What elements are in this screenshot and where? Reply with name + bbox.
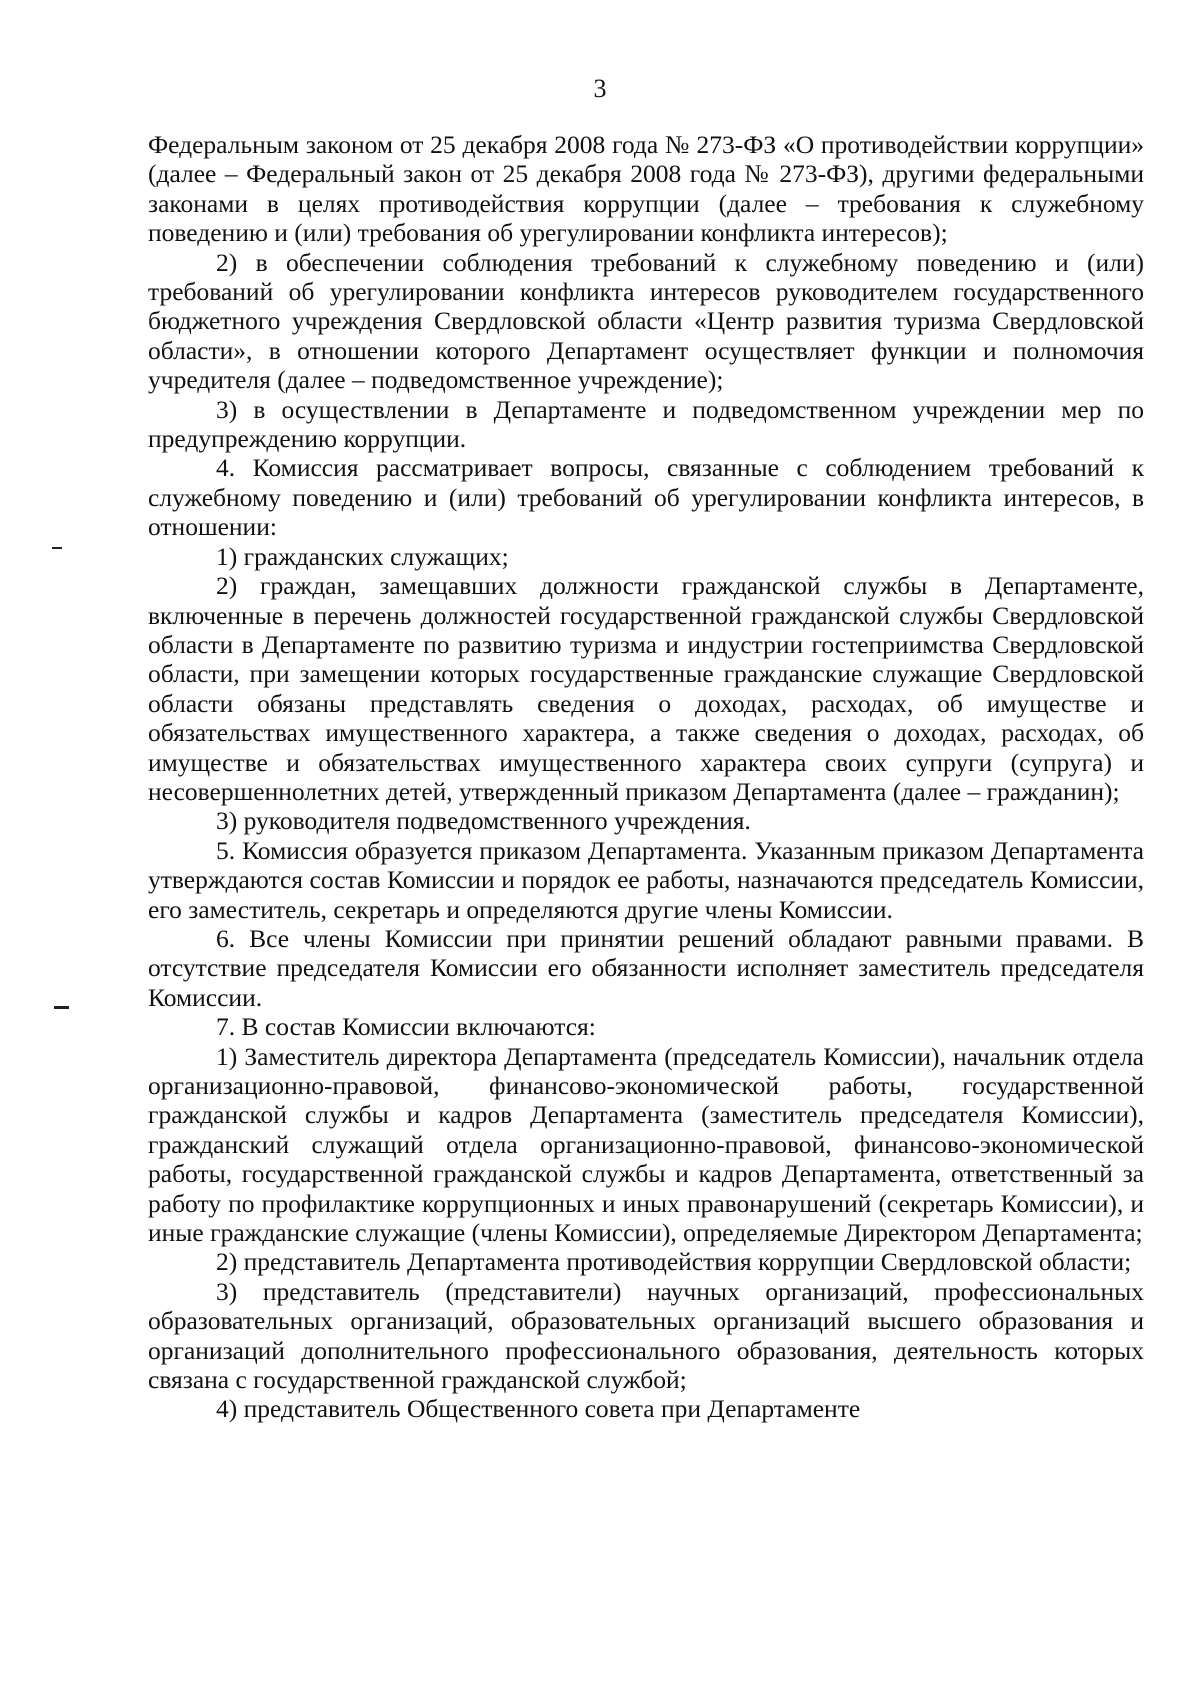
paragraph-clause-5: 5. Комиссия образуется приказом Департамента. Указанным приказом Департамента утверждаются состав Комиссии и порядок ее работы, назначаются председатель Комиссии, его заместитель, секретарь и определяются другие члены Комиссии. [148,835,1144,924]
paragraph-clause-7-item-1: 1) Заместитель директора Департамента (председатель Комиссии), начальник отдела организационно-правовой, финансово-экономической работы, государственной гражданской службы и кадров Департамента (заместитель председателя Комиссии), гражданский служащий отдела организационно-правовой, финансово-экономической работы, государственной гражданской службы и кадров Департамента, ответственный за работу по профилактике коррупционных и иных правонарушений (секретарь Комиссии), и иные гражданские служащие (члены Комиссии), определяемые Директором Департамента; [148,1041,1144,1248]
page-number: 3 [593,74,607,103]
paragraph-clause-7-item-2: 2) представитель Департамента противодействия коррупции Свердловской области; [216,1247,1132,1277]
scan-artifact-mark [54,1006,69,1009]
paragraph-continuation: Федеральным законом от 25 декабря 2008 года № 273-ФЗ «О противодействии коррупции» (далее – Федеральный закон от 25 декабря 2008 года № 273-ФЗ), другими федеральными законами в целях противодействия коррупции (далее – требования к служебному поведению и (или) требования об урегулировании конфликта интересов); [148,130,1144,248]
paragraph-clause-4-item-3: 3) руководителя подведомственного учреждения. [216,806,751,836]
document-body [148,130,1144,1424]
paragraph-clause-4: 4. Комиссия рассматривает вопросы, связанные с соблюдением требований к служебному поведению и (или) требований об урегулировании конфликта интересов, в отношении: [148,453,1144,542]
paragraph-item-3: 3) в осуществлении в Департаменте и подведомственном учреждении мер по предупреждению коррупции. [148,394,1144,454]
paragraph-clause-4-item-2: 2) граждан, замещавших должности гражданской службы в Департаменте, включенные в перечень должностей государственной гражданской службы Свердловской области в Департаменте по развитию туризма и индустрии гостеприимства Свердловской области, при замещении которых государственные гражданские служащие Свердловской области обязаны представлять сведения о доходах, расходах, об имуществе и обязательствах имущественного характера, а также сведения о доходах, расходах, об имуществе и обязательствах имущественного характера своих супруги (супруга) и несовершеннолетних детей, утвержденный приказом Департамента (далее – гражданин); [148,571,1144,806]
paragraph-clause-7-item-4: 4) представитель Общественного совета при Департаменте [216,1394,861,1424]
paragraph-clause-7-item-3: 3) представитель (представители) научных организаций, профессиональных образовательных организаций, образовательных организаций высшего образования и организаций дополнительного профессионального образования, деятельность которых связана с государственной гражданской службой; [148,1276,1144,1395]
paragraph-clause-7: 7. В состав Комиссии включаются: [216,1012,596,1042]
paragraph-item-2: 2) в обеспечении соблюдения требований к служебному поведению и (или) требований об урегулировании конфликта интересов руководителем государственного бюджетного учреждения Свердловской области «Центр развития туризма Свердловской области», в отношении которого Департамент осуществляет функции и полномочия учредителя (далее – подведомственное учреждение); [148,247,1144,395]
paragraph-clause-4-item-1: 1) гражданских служащих; [216,541,509,571]
paragraph-clause-6: 6. Все члены Комиссии при принятии решений обладают равными правами. В отсутствие председателя Комиссии его обязанности исполняет заместитель председателя Комиссии. [148,923,1144,1012]
scan-artifact-mark [52,547,62,549]
